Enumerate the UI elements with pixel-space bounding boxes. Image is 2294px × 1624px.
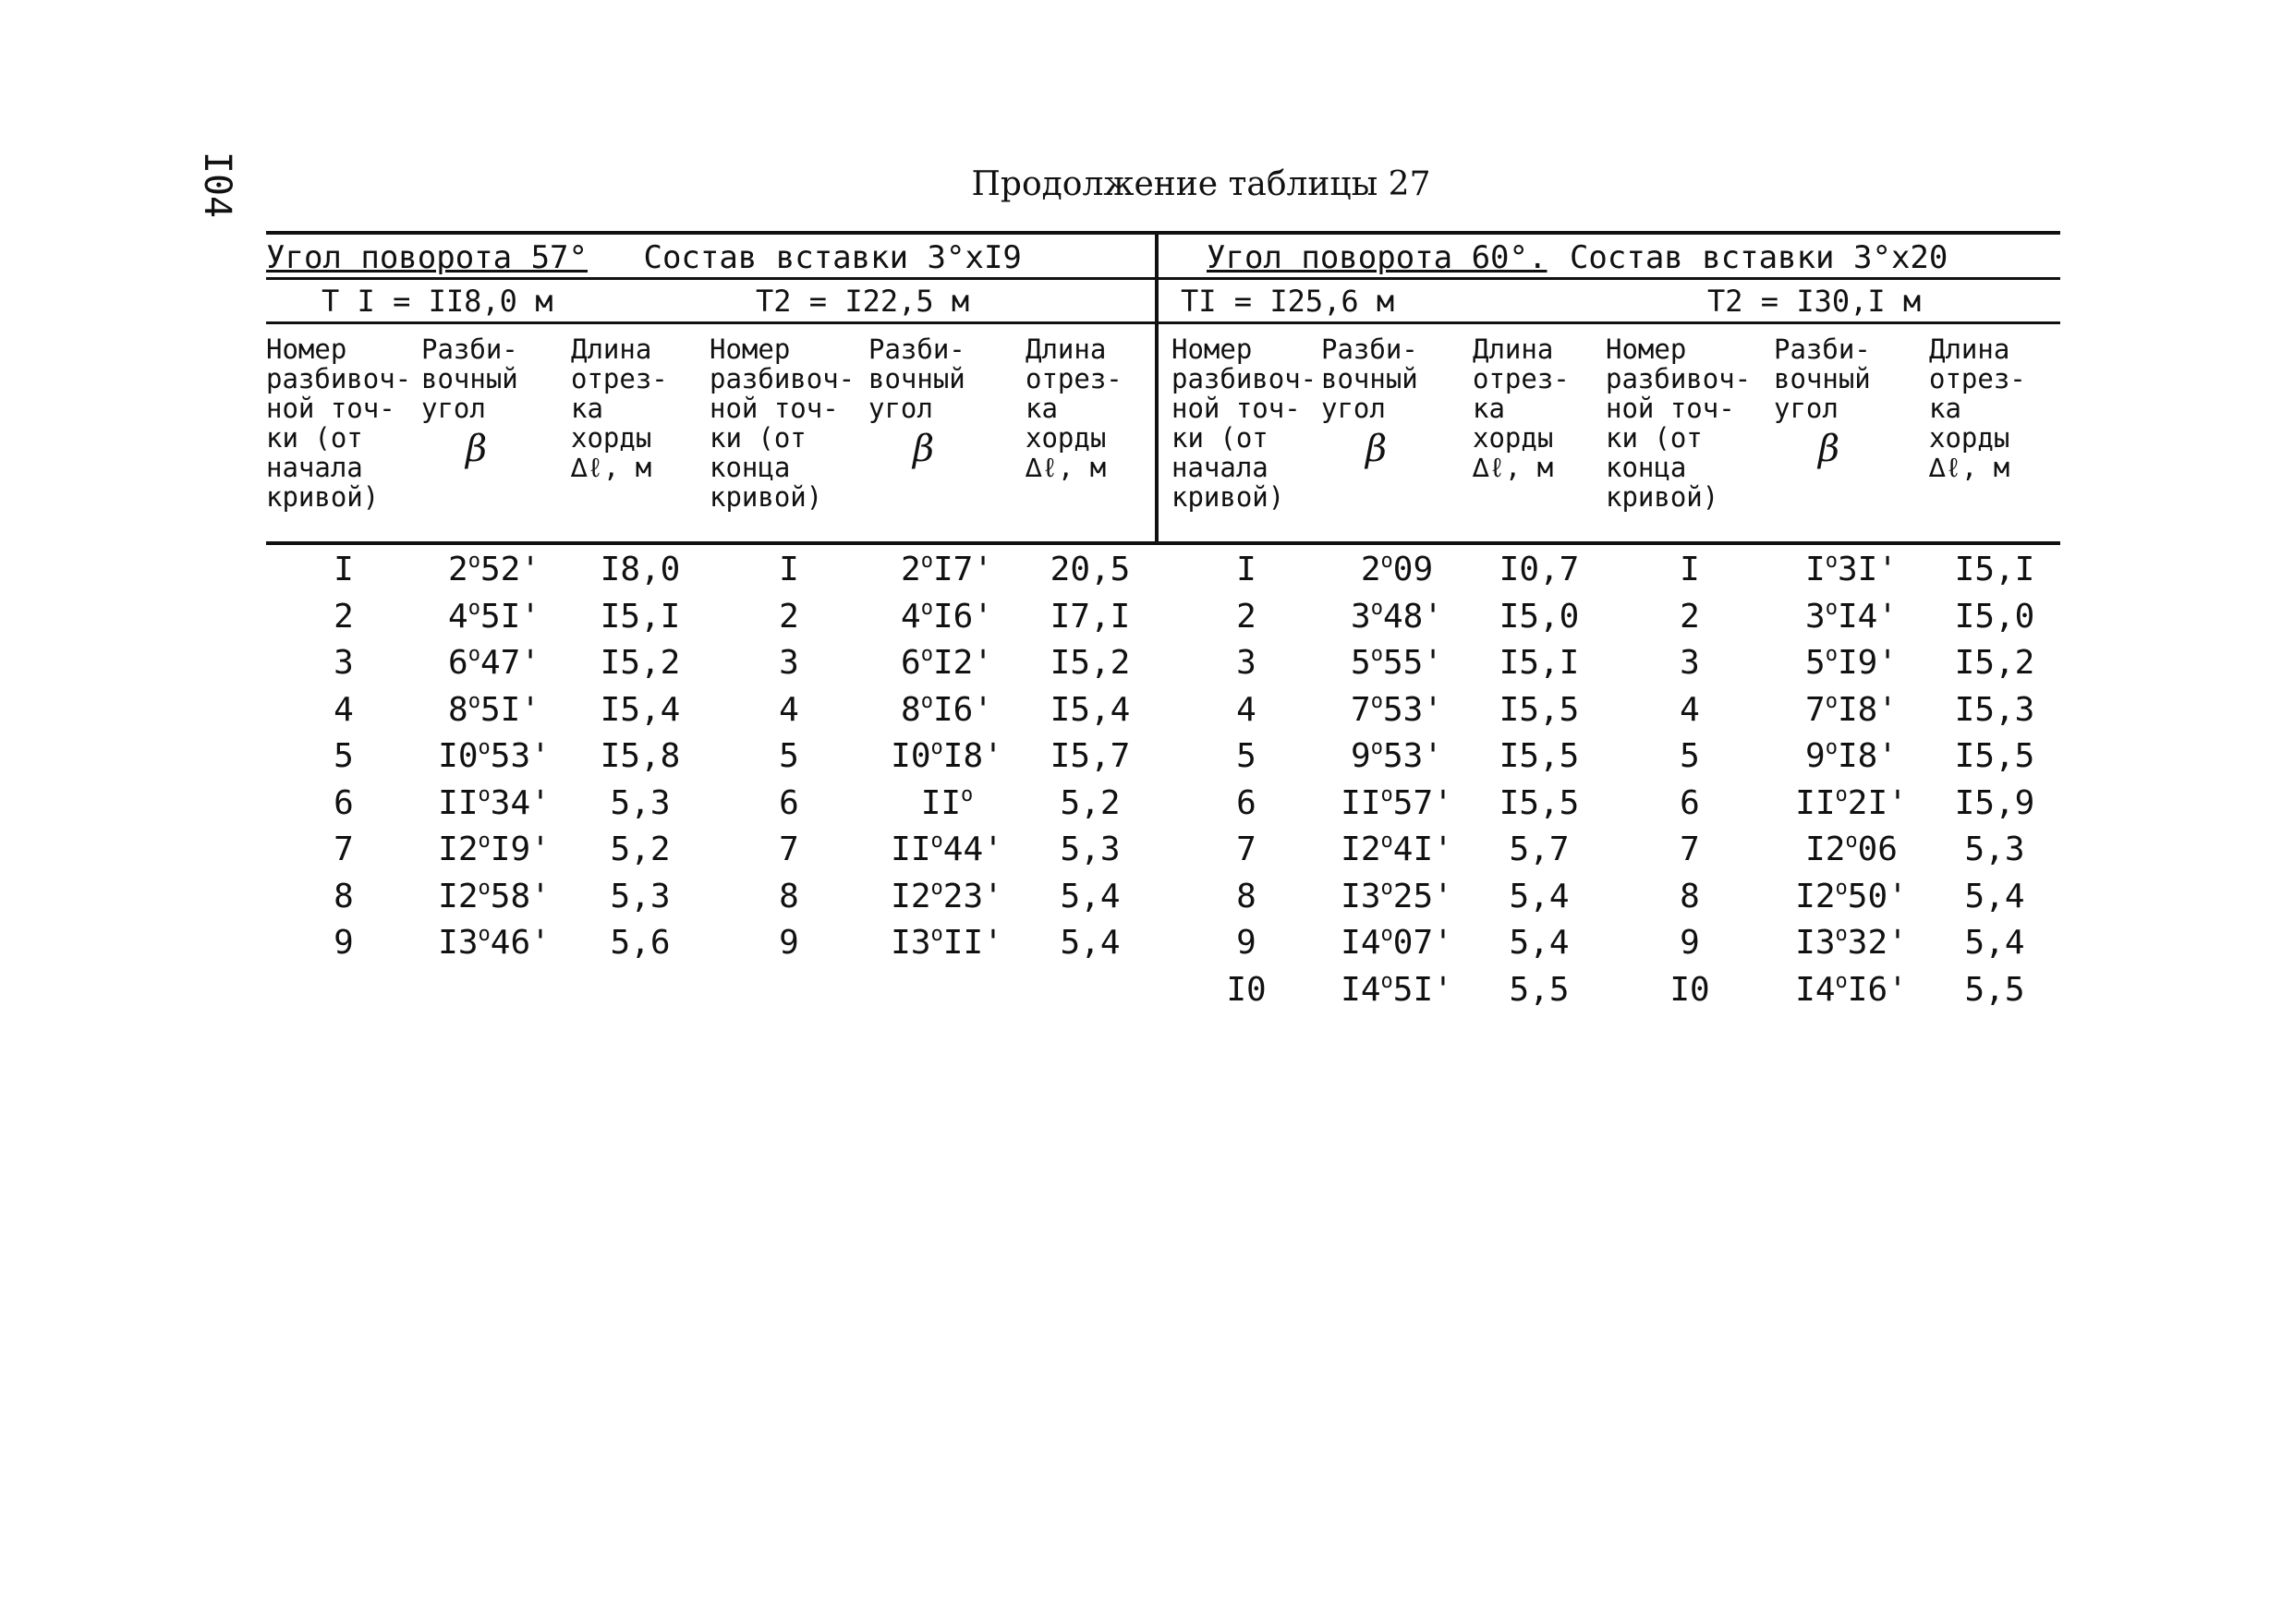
left-table-cell-l2: I5,4: [1050, 690, 1131, 729]
left-table-cell-a1: I0$^o$53': [438, 736, 551, 775]
right-table-cell-l2: 5,4: [1964, 877, 2025, 915]
left-beta-symbol: β: [913, 428, 935, 470]
right-table-cell-n1: I0: [1226, 970, 1267, 1009]
right-table-cell-l2: I5,5: [1954, 737, 2035, 775]
right-table-cell-a1: 5$^o$55': [1351, 643, 1443, 682]
right-title-angle: Угол поворота 60°.: [1207, 239, 1548, 276]
left-table-cell-n2: I: [779, 551, 799, 588]
left-table-cell-n1: 3: [334, 644, 354, 682]
left-table-cell-a2: 2$^o$I7': [901, 550, 993, 588]
right-table-cell-n1: 2: [1236, 597, 1256, 636]
left-table-cell-l1: I5,2: [600, 644, 681, 682]
left-table-cell-a2: 4$^o$I6': [901, 596, 993, 636]
right-table-cell-l1: I5,5: [1499, 783, 1580, 822]
right-table-cell-a2: I2$^o$50': [1795, 876, 1908, 915]
left-table-cell-l2: 20,5: [1050, 551, 1131, 588]
right-table-cell-a2: 7$^o$I8': [1805, 689, 1898, 729]
right-table-cell-n2: 9: [1680, 924, 1700, 962]
right-table-cell-n2: 3: [1680, 644, 1700, 682]
left-column-header-label: Номер разбивоч- ной точ- ки (от начала кривой): [266, 333, 412, 513]
left-table-cell-l2: I7,I: [1050, 597, 1131, 636]
right-table-cell-a2: I3$^o$32': [1795, 923, 1908, 962]
right-column-header-4: [1606, 334, 1774, 512]
right-table-cell-l1: I5,0: [1499, 597, 1580, 636]
right-table-cell-n2: I: [1680, 551, 1700, 588]
left-block-title: [266, 238, 1022, 277]
right-table-cell-l2: I5,9: [1954, 783, 2035, 822]
left-table-cell-l1: I8,0: [600, 551, 681, 588]
right-table-cell-l1: 5,5: [1509, 970, 1570, 1009]
right-column-header-label: Разби- вочный угол: [1321, 333, 1418, 424]
left-table-cell-l1: 5,2: [610, 830, 671, 868]
left-column-header-4: [710, 334, 868, 512]
right-table-cell-l1: 5,4: [1509, 877, 1570, 915]
left-table-cell-a2: $II^o$: [920, 782, 974, 822]
left-table-cell-l2: 5,4: [1060, 877, 1121, 915]
right-table-cell-n1: 7: [1236, 830, 1256, 868]
left-title-insert: Состав вставки 3°хI9: [643, 239, 1022, 276]
left-table-cell-n1: 8: [334, 877, 354, 915]
left-table-cell-n1: 5: [334, 737, 354, 775]
right-table-cell-a2: $I^o3I'$: [1805, 550, 1898, 588]
right-table-cell-l2: 5,4: [1964, 924, 2025, 962]
right-t1: TI = I25,6 м: [1181, 284, 1395, 319]
left-table-cell-l2: 5,3: [1060, 830, 1121, 868]
right-column-header-label: Номер разбивоч- ной точ- ки (от конца кривой): [1606, 333, 1752, 513]
left-table-cell-n2: 2: [779, 597, 799, 636]
right-table-cell-a2: 3$^o$I4': [1805, 596, 1898, 636]
right-table-cell-l1: I5,5: [1499, 690, 1580, 729]
left-title-angle: Угол поворота 57°: [266, 239, 588, 276]
right-table-cell-l2: 5,5: [1964, 970, 2025, 1009]
left-column-header-2: [421, 334, 567, 469]
left-table-cell-a2: $II^o44'$: [891, 830, 1003, 868]
left-t2: T2 = I22,5 м: [756, 284, 970, 319]
right-table-cell-n2: 5: [1680, 737, 1700, 775]
left-table-cell-a2: I2$^o$23': [891, 876, 1003, 915]
right-column-header-label: Номер разбивоч- ной точ- ки (от начала кривой): [1171, 333, 1317, 513]
left-table-cell-a1: I2$^o$I9': [438, 830, 551, 868]
left-table-cell-n2: 5: [779, 737, 799, 775]
left-column-header-label: Длина отрез- ка хорды ∆ℓ, м: [571, 333, 668, 483]
left-column-header-3: [571, 334, 710, 482]
left-column-header-5: [868, 334, 1026, 469]
left-table-cell-n1: 6: [334, 783, 354, 822]
left-column-header-label: Номер разбивоч- ной точ- ки (от конца кривой): [710, 333, 856, 513]
right-table-cell-l1: I5,5: [1499, 737, 1580, 775]
right-table-cell-l1: I0,7: [1499, 551, 1580, 588]
left-table-cell-l2: 5,2: [1060, 783, 1121, 822]
left-table-cell-a1: 8$^o$5I': [448, 689, 540, 729]
right-table-cell-n1: 6: [1236, 783, 1256, 822]
left-table-cell-a2: I0$^o$I8': [891, 736, 1003, 775]
right-table-cell-a1: I2$^o$4I': [1341, 830, 1453, 868]
right-table-cell-n2: 7: [1680, 830, 1700, 868]
right-table-cell-a2: I4$^o$I6': [1795, 969, 1908, 1009]
right-column-header-label: Длина отрез- ка хорды ∆ℓ, м: [1929, 333, 2026, 483]
left-table-cell-l2: 5,4: [1060, 924, 1121, 962]
right-table-cell-a1: I4$^o$07': [1341, 923, 1453, 962]
left-table-cell-a1: 6$^o$47': [448, 643, 540, 682]
left-table-cell-n2: 9: [779, 924, 799, 962]
left-table-cell-a2: 6$^o$I2': [901, 643, 993, 682]
right-table-cell-a1: I4$^o$5I': [1341, 969, 1453, 1009]
left-beta-symbol: β: [466, 428, 488, 470]
right-block-title: [1207, 238, 1948, 277]
top-rule: [266, 231, 2060, 235]
right-table-cell-a2: I2$^o$06: [1805, 830, 1898, 868]
right-table-cell-l1: 5,7: [1509, 830, 1570, 868]
left-column-header-label: Длина отрез- ка хорды ∆ℓ, м: [1026, 333, 1123, 483]
right-table-cell-n1: 9: [1236, 924, 1256, 962]
left-column-header-label: Разби- вочный угол: [421, 333, 518, 424]
left-table-cell-l1: I5,I: [600, 597, 681, 636]
right-table-cell-n2: I0: [1669, 970, 1710, 1009]
right-column-header-label: Длина отрез- ка хорды ∆ℓ, м: [1473, 333, 1570, 483]
right-table-cell-a1: I3$^o$25': [1341, 876, 1453, 915]
right-table-cell-n2: 8: [1680, 877, 1700, 915]
right-table-cell-l2: I5,0: [1954, 597, 2035, 636]
right-table-cell-n1: 8: [1236, 877, 1256, 915]
right-table-cell-l2: I5,2: [1954, 644, 2035, 682]
left-column-header-label: Разби- вочный угол: [868, 333, 965, 424]
right-column-header-2: [1321, 334, 1473, 469]
left-table-cell-l2: I5,2: [1050, 644, 1131, 682]
right-table-cell-n1: I: [1236, 551, 1256, 588]
left-table-cell-l1: 5,3: [610, 877, 671, 915]
right-table-cell-n2: 4: [1680, 690, 1700, 729]
left-table-cell-a2: 8$^o$I6': [901, 689, 993, 729]
right-table-cell-a1: 9$^o$53': [1351, 736, 1443, 775]
left-t1: T I = II8,0 м: [322, 284, 553, 319]
right-table-cell-n1: 3: [1236, 644, 1256, 682]
left-table-cell-a1: 4$^o$5I': [448, 596, 540, 636]
left-table-cell-l1: I5,4: [600, 690, 681, 729]
left-column-header-1: [266, 334, 421, 512]
left-table-cell-n2: 4: [779, 690, 799, 729]
left-table-cell-a1: 2$^o$52': [448, 550, 540, 588]
left-table-cell-n2: 7: [779, 830, 799, 868]
left-table-cell-n2: 6: [779, 783, 799, 822]
title-rule: [266, 277, 2060, 280]
left-table-cell-a1: I2$^o$58': [438, 876, 551, 915]
left-table-cell-n1: 9: [334, 924, 354, 962]
right-table-cell-a2: $II^o2I'$: [1795, 782, 1908, 822]
right-column-header-5: [1774, 334, 1929, 469]
right-table-cell-a1: 2$^o$09: [1360, 550, 1434, 588]
right-beta-symbol: β: [1818, 428, 1840, 470]
left-table-cell-a1: I3$^o$46': [438, 923, 551, 962]
right-title-insert: Состав вставки 3°х20: [1569, 239, 1948, 276]
left-table-cell-n1: I: [334, 551, 354, 588]
right-table-cell-a1: 3$^o$48': [1351, 596, 1443, 636]
right-table-cell-n1: 5: [1236, 737, 1256, 775]
t-values-rule: [266, 321, 2060, 324]
right-table-cell-a1: $II^o57'$: [1341, 782, 1453, 822]
left-table-cell-l1: 5,6: [610, 924, 671, 962]
left-table-cell-l2: I5,7: [1050, 737, 1131, 775]
right-table-cell-l2: I5,3: [1954, 690, 2035, 729]
left-table-cell-a1: $II^o34'$: [438, 782, 551, 822]
right-table-cell-n1: 4: [1236, 690, 1256, 729]
block-divider: [1155, 231, 1159, 545]
right-beta-symbol: β: [1365, 428, 1388, 470]
left-table-cell-n1: 2: [334, 597, 354, 636]
table-caption: Продолжение таблицы 27: [971, 165, 1431, 203]
right-table-cell-a2: 5$^o$I9': [1805, 643, 1898, 682]
right-table-cell-l1: 5,4: [1509, 924, 1570, 962]
header-rule: [266, 541, 2060, 545]
right-column-header-1: [1171, 334, 1321, 512]
left-table-cell-a2: I3$^o$II': [891, 923, 1003, 962]
left-table-cell-n2: 3: [779, 644, 799, 682]
right-table-cell-l1: I5,I: [1499, 644, 1580, 682]
right-column-header-label: Разби- вочный угол: [1774, 333, 1871, 424]
right-column-header-3: [1473, 334, 1606, 482]
right-t2: T2 = I30,I м: [1707, 284, 1922, 319]
right-table-cell-n2: 6: [1680, 783, 1700, 822]
right-column-header-6: [1929, 334, 2060, 482]
right-table-cell-a2: 9$^o$I8': [1805, 736, 1898, 775]
page-number: I04: [196, 151, 238, 219]
right-table-cell-n2: 2: [1680, 597, 1700, 636]
left-table-cell-n2: 8: [779, 877, 799, 915]
right-table-cell-l2: I5,I: [1954, 551, 2035, 588]
left-table-cell-l1: 5,3: [610, 783, 671, 822]
right-table-cell-l2: 5,3: [1964, 830, 2025, 868]
left-table-cell-n1: 7: [334, 830, 354, 868]
left-column-header-6: [1026, 334, 1155, 482]
left-table-cell-n1: 4: [334, 690, 354, 729]
right-table-cell-a1: 7$^o$53': [1351, 689, 1443, 729]
left-table-cell-l1: I5,8: [600, 737, 681, 775]
